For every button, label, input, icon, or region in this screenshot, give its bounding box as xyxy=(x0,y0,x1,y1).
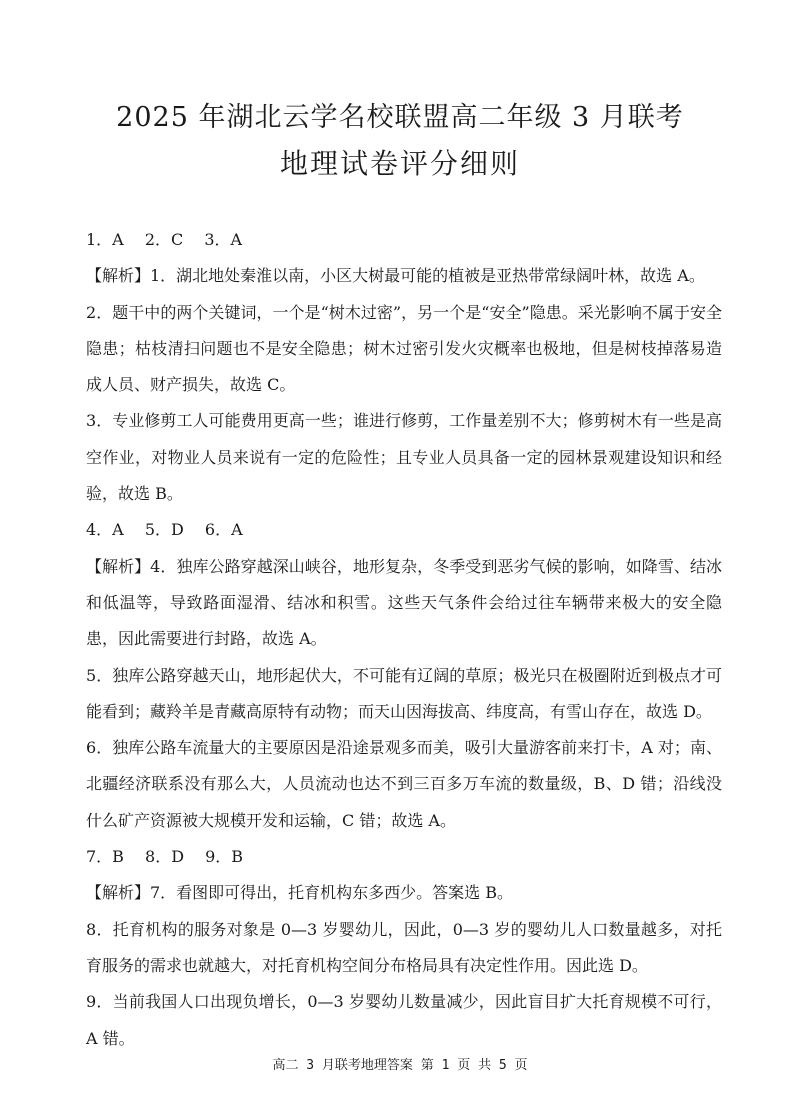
answer-key-1-3: 1．A 2．C 3．A xyxy=(86,230,243,249)
explanation-1: 【解析】1．湖北地处秦淮以南，小区大树最可能的植被是亚热带常绿阔叶林，故选 A。 xyxy=(86,266,705,286)
explanation-4: 【解析】4．独库公路穿越深山峡谷，地形复杂，冬季受到恶劣气候的影响，如降雪、结冰和低温等，导致路面湿滑、结冰和积雪。这些天气条件会给过往车辆带来极大的安全隐患，因此需要进行封路，故选 A。 xyxy=(86,556,722,649)
answer-key-4-6: 4．A 5．D 6．A xyxy=(86,520,243,540)
answer-key-7-9: 7．B 8．D 9．B xyxy=(86,847,244,867)
explanation-7: 【解析】7．看图即可得出，托育机构东多西少。答案选 B。 xyxy=(86,883,514,903)
explanation-3: 3．专业修剪工人可能费用更高一些；谁进行修剪，工作量差别不大；修剪树木有一些是高空作业，对物业人员来说有一定的危险性；且专业人员具备一定的园林景观建设知识和经验，故选 B。 xyxy=(86,411,722,504)
page-footer: 高二 3 月联考地理答案 第 1 页 共 5 页 xyxy=(272,1058,528,1073)
answer-body xyxy=(86,222,722,1057)
document-title: 2025 年湖北云学名校联盟高二年级 3 月联考 xyxy=(116,102,684,133)
explanation-2: 2．题干中的两个关键词，一个是“树木过密”，另一个是“安全”隐患。采光影响不属于安全隐患；枯枝清扫问题也不是安全隐患；树木过密引发火灾概率也极地，但是树枝掉落易造成人员、财产损失，故选 C。 xyxy=(86,302,722,395)
explanation-9: 9．当前我国人口出现负增长，0—3 岁婴幼儿数量减少，因此盲目扩大托育规模不可行，A 错。 xyxy=(86,992,722,1048)
document-subtitle: 地理试卷评分细则 xyxy=(279,147,520,180)
explanation-6: 6．独库公路车流量大的主要原因是沿途景观多而美，吸引大量游客前来打卡，A 对；南、北疆经济联系没有那么大，人员流动也达不到三百多万车流的数量级，B、D 错；沿线没什么矿产资源被大规模开发和运输，C 错；故选 A。 xyxy=(86,738,722,830)
explanation-5: 5．独库公路穿越天山，地形起伏大，不可能有辽阔的草原；极光只在极圈附近到极点才可能看到；藏羚羊是青藏高原特有动物；而天山因海拔高、纬度高，有雪山存在，故选 D。 xyxy=(86,665,722,721)
explanation-8: 8．托育机构的服务对象是 0—3 岁婴幼儿，因此，0—3 岁的婴幼儿人口数量越多，对托育服务的需求也就越大，对托育机构空间分布格局具有决定性作用。因此选 D。 xyxy=(86,919,722,975)
